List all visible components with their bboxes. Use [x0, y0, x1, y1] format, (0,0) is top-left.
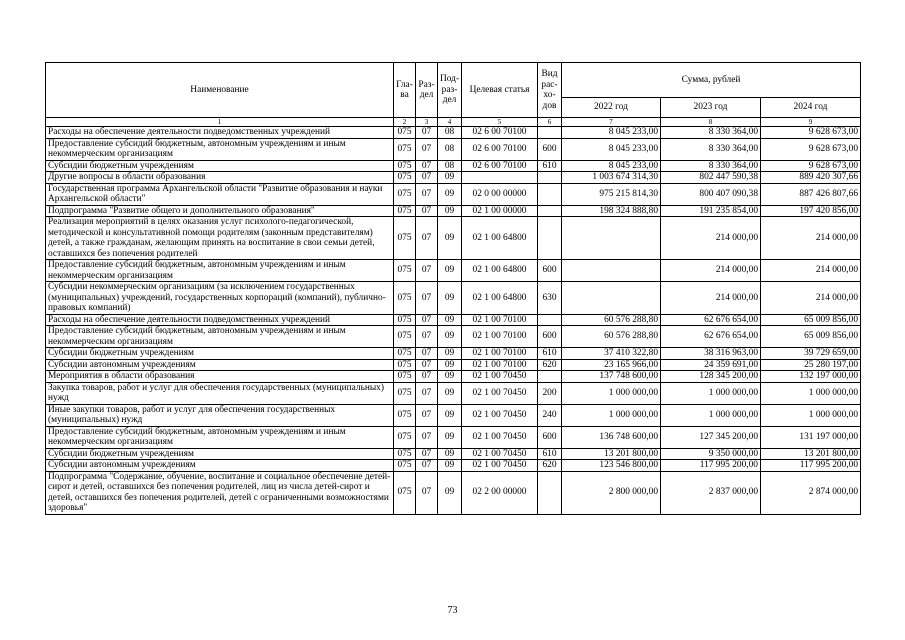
cell-glava: 075	[394, 183, 416, 205]
cell-2024: 25 280 197,00	[761, 359, 861, 371]
cell-glava: 075	[394, 260, 416, 282]
cell-glava: 075	[394, 359, 416, 371]
cell-razdel: 07	[416, 471, 438, 514]
table-row	[46, 160, 861, 172]
cell-2024: 9 628 673,00	[761, 138, 861, 160]
cell-vid	[538, 172, 562, 184]
cell-podrazdel: 09	[438, 471, 462, 514]
cell-razdel: 07	[416, 404, 438, 426]
cell-2022: 137 748 600,00	[562, 371, 661, 383]
cell-podrazdel: 09	[438, 359, 462, 371]
cell-2023: 62 676 654,00	[661, 326, 761, 348]
table-row	[46, 326, 861, 348]
cell-vid: 240	[538, 404, 562, 426]
table-row	[46, 314, 861, 326]
cell-statya: 02 1 00 70450	[462, 426, 538, 448]
cell-name: Государственная программа Архангельской области "Развитие образования и науки Архангельской области"	[46, 183, 394, 205]
cell-2022: 1 000 000,00	[562, 404, 661, 426]
cell-vid: 610	[538, 160, 562, 172]
cell-2022: 8 045 233,00	[562, 160, 661, 172]
cell-podrazdel: 09	[438, 172, 462, 184]
header-year-2022: 2022 год	[562, 98, 661, 118]
cell-vid	[538, 127, 562, 139]
column-index: 1	[46, 118, 394, 127]
header-name: Наименование	[46, 63, 394, 118]
table-row	[46, 371, 861, 383]
cell-2024: 9 628 673,00	[761, 160, 861, 172]
cell-name: Расходы на обеспечение деятельности подведомственных учреждений	[46, 127, 394, 139]
cell-2022: 975 215 814,30	[562, 183, 661, 205]
cell-vid: 610	[538, 348, 562, 360]
column-index: 8	[661, 118, 761, 127]
cell-razdel: 07	[416, 460, 438, 472]
cell-2023: 1 000 000,00	[661, 404, 761, 426]
cell-statya: 02 1 00 70450	[462, 371, 538, 383]
cell-statya: 02 1 00 70450	[462, 404, 538, 426]
cell-razdel: 07	[416, 426, 438, 448]
cell-vid: 600	[538, 260, 562, 282]
cell-2023: 117 995 200,00	[661, 460, 761, 472]
table-row	[46, 359, 861, 371]
header-statya: Целевая статья	[462, 63, 538, 118]
cell-podrazdel: 09	[438, 404, 462, 426]
cell-2022: 23 165 966,00	[562, 359, 661, 371]
table-row	[46, 426, 861, 448]
header-vid: Вид рас-хо-дов	[538, 63, 562, 118]
cell-vid: 610	[538, 448, 562, 460]
cell-2023: 214 000,00	[661, 282, 761, 315]
cell-2022: 8 045 233,00	[562, 138, 661, 160]
cell-vid: 600	[538, 138, 562, 160]
cell-statya: 02 1 00 64800	[462, 217, 538, 260]
cell-razdel: 07	[416, 260, 438, 282]
cell-glava: 075	[394, 217, 416, 260]
cell-name: Предоставление субсидий бюджетным, автономным учреждениям и иным некоммерческим организациям	[46, 260, 394, 282]
cell-razdel: 07	[416, 138, 438, 160]
cell-name: Субсидии автономным учреждениям	[46, 359, 394, 371]
cell-podrazdel: 09	[438, 371, 462, 383]
cell-statya: 02 0 00 00000	[462, 183, 538, 205]
table-row	[46, 382, 861, 404]
cell-2022: 60 576 288,80	[562, 314, 661, 326]
cell-statya: 02 1 00 70450	[462, 382, 538, 404]
cell-podrazdel: 09	[438, 460, 462, 472]
cell-vid	[538, 205, 562, 217]
table-row	[46, 348, 861, 360]
cell-vid	[538, 183, 562, 205]
cell-glava: 075	[394, 460, 416, 472]
cell-razdel: 07	[416, 371, 438, 383]
cell-2023: 38 316 963,00	[661, 348, 761, 360]
cell-glava: 075	[394, 326, 416, 348]
cell-podrazdel: 09	[438, 217, 462, 260]
cell-2023: 800 407 090,38	[661, 183, 761, 205]
cell-podrazdel: 08	[438, 127, 462, 139]
cell-2022: 198 324 888,80	[562, 205, 661, 217]
cell-2024: 65 009 856,00	[761, 314, 861, 326]
cell-razdel: 07	[416, 160, 438, 172]
cell-glava: 075	[394, 426, 416, 448]
cell-razdel: 07	[416, 448, 438, 460]
cell-glava: 075	[394, 382, 416, 404]
header-razdel: Раз-дел	[416, 63, 438, 118]
cell-2024: 1 000 000,00	[761, 382, 861, 404]
header-glava: Гла-ва	[394, 63, 416, 118]
cell-2023: 24 359 691,00	[661, 359, 761, 371]
budget-sheet	[45, 62, 860, 515]
cell-statya: 02 1 00 64800	[462, 282, 538, 315]
cell-2023: 8 330 364,00	[661, 160, 761, 172]
cell-razdel: 07	[416, 127, 438, 139]
cell-name: Субсидии бюджетным учреждениям	[46, 448, 394, 460]
cell-statya: 02 6 00 70100	[462, 138, 538, 160]
cell-name: Мероприятия в области образования	[46, 371, 394, 383]
cell-2022: 2 800 000,00	[562, 471, 661, 514]
cell-vid	[538, 314, 562, 326]
table-row	[46, 205, 861, 217]
cell-2022: 8 045 233,00	[562, 127, 661, 139]
cell-razdel: 07	[416, 282, 438, 315]
cell-glava: 075	[394, 471, 416, 514]
cell-2023: 9 350 000,00	[661, 448, 761, 460]
cell-2024: 117 995 200,00	[761, 460, 861, 472]
cell-razdel: 07	[416, 205, 438, 217]
cell-2023: 1 000 000,00	[661, 382, 761, 404]
cell-glava: 075	[394, 348, 416, 360]
cell-vid	[538, 371, 562, 383]
table-row	[46, 138, 861, 160]
cell-podrazdel: 09	[438, 326, 462, 348]
table-row	[46, 460, 861, 472]
cell-2023: 2 837 000,00	[661, 471, 761, 514]
header-year-2023: 2023 год	[661, 98, 761, 118]
cell-statya: 02 1 00 70450	[462, 448, 538, 460]
cell-name: Субсидии некоммерческим организациям (за исключением государственных (муниципальных) учреждений, государственных корпораций (компаний), публично-правовых компаний)	[46, 282, 394, 315]
cell-2023: 214 000,00	[661, 260, 761, 282]
cell-podrazdel: 09	[438, 205, 462, 217]
table-row	[46, 127, 861, 139]
cell-vid: 600	[538, 426, 562, 448]
cell-vid	[538, 217, 562, 260]
cell-2024: 2 874 000,00	[761, 471, 861, 514]
cell-2023: 214 000,00	[661, 217, 761, 260]
cell-2023: 128 345 200,00	[661, 371, 761, 383]
cell-statya: 02 1 00 70100	[462, 348, 538, 360]
cell-2024: 214 000,00	[761, 260, 861, 282]
table-row	[46, 448, 861, 460]
header-summa: Сумма, рублей	[562, 63, 861, 98]
header-year-2024: 2024 год	[761, 98, 861, 118]
column-index: 9	[761, 118, 861, 127]
cell-2024: 13 201 800,00	[761, 448, 861, 460]
cell-vid: 620	[538, 359, 562, 371]
cell-2022: 136 748 600,00	[562, 426, 661, 448]
page-number: 73	[447, 605, 458, 616]
cell-glava: 075	[394, 314, 416, 326]
cell-2022	[562, 260, 661, 282]
cell-2024: 1 000 000,00	[761, 404, 861, 426]
cell-statya: 02 2 00 00000	[462, 471, 538, 514]
cell-2022: 123 546 800,00	[562, 460, 661, 472]
cell-glava: 075	[394, 404, 416, 426]
cell-podrazdel: 09	[438, 314, 462, 326]
cell-2024: 65 009 856,00	[761, 326, 861, 348]
cell-vid: 600	[538, 326, 562, 348]
cell-2022	[562, 217, 661, 260]
cell-2024: 131 197 000,00	[761, 426, 861, 448]
table-row	[46, 217, 861, 260]
cell-2024: 889 420 307,66	[761, 172, 861, 184]
column-index: 6	[538, 118, 562, 127]
cell-name: Предоставление субсидий бюджетным, автономным учреждениям и иным некоммерческим организациям	[46, 138, 394, 160]
column-index: 2	[394, 118, 416, 127]
cell-podrazdel: 08	[438, 138, 462, 160]
cell-podrazdel: 09	[438, 448, 462, 460]
cell-glava: 075	[394, 138, 416, 160]
column-index: 7	[562, 118, 661, 127]
cell-name: Подпрограмма "Содержание, обучение, воспитание и социальное обеспечение детей-сирот и детей, оставшихся без попечения родителей, лиц из числа детей-сирот и детей, оставшихся без попечения родителей, детей с ограниченными возможностями здоровья"	[46, 471, 394, 514]
cell-2023: 127 345 200,00	[661, 426, 761, 448]
cell-statya: 02 6 00 70100	[462, 127, 538, 139]
table-row	[46, 260, 861, 282]
cell-2024: 197 420 856,00	[761, 205, 861, 217]
column-index: 5	[462, 118, 538, 127]
cell-2022	[562, 282, 661, 315]
cell-2022: 37 410 322,80	[562, 348, 661, 360]
cell-2023: 8 330 364,00	[661, 138, 761, 160]
cell-glava: 075	[394, 172, 416, 184]
cell-razdel: 07	[416, 217, 438, 260]
cell-razdel: 07	[416, 183, 438, 205]
cell-2022: 1 003 674 314,30	[562, 172, 661, 184]
cell-statya: 02 1 00 70100	[462, 314, 538, 326]
table-row	[46, 471, 861, 514]
cell-razdel: 07	[416, 172, 438, 184]
cell-razdel: 07	[416, 314, 438, 326]
header-podrazdel: Под-раз-дел	[438, 63, 462, 118]
cell-razdel: 07	[416, 326, 438, 348]
cell-name: Субсидии автономным учреждениям	[46, 460, 394, 472]
column-index: 3	[416, 118, 438, 127]
cell-podrazdel: 09	[438, 426, 462, 448]
cell-vid: 630	[538, 282, 562, 315]
cell-name: Расходы на обеспечение деятельности подведомственных учреждений	[46, 314, 394, 326]
cell-name: Субсидии бюджетным учреждениям	[46, 348, 394, 360]
cell-podrazdel: 09	[438, 348, 462, 360]
cell-statya: 02 1 00 70100	[462, 359, 538, 371]
column-index: 4	[438, 118, 462, 127]
cell-razdel: 07	[416, 359, 438, 371]
cell-2024: 214 000,00	[761, 217, 861, 260]
cell-2022: 60 576 288,80	[562, 326, 661, 348]
cell-statya: 02 1 00 70450	[462, 460, 538, 472]
table-row	[46, 282, 861, 315]
cell-name: Подпрограмма "Развитие общего и дополнительного образования"	[46, 205, 394, 217]
cell-2023: 62 676 654,00	[661, 314, 761, 326]
cell-name: Субсидии бюджетным учреждениям	[46, 160, 394, 172]
cell-name: Предоставление субсидий бюджетным, автономным учреждениям и иным некоммерческим организациям	[46, 426, 394, 448]
budget-table	[45, 62, 861, 515]
cell-2024: 9 628 673,00	[761, 127, 861, 139]
table-row	[46, 183, 861, 205]
cell-statya: 02 1 00 70100	[462, 326, 538, 348]
table-row	[46, 172, 861, 184]
cell-vid	[538, 471, 562, 514]
cell-razdel: 07	[416, 348, 438, 360]
cell-vid: 200	[538, 382, 562, 404]
cell-podrazdel: 09	[438, 260, 462, 282]
cell-razdel: 07	[416, 382, 438, 404]
cell-2022: 13 201 800,00	[562, 448, 661, 460]
cell-glava: 075	[394, 371, 416, 383]
cell-2023: 191 235 854,00	[661, 205, 761, 217]
cell-name: Реализация мероприятий в целях оказания услуг психолого-педагогической, методической и консультативной помощи родителям (законным представителям) детей, а также гражданам, желающим принять на воспитание в свои семьи детей, оставшихся без попечения родителей	[46, 217, 394, 260]
cell-statya: 02 1 00 00000	[462, 205, 538, 217]
table-row	[46, 404, 861, 426]
cell-glava: 075	[394, 127, 416, 139]
cell-2023: 8 330 364,00	[661, 127, 761, 139]
cell-glava: 075	[394, 160, 416, 172]
cell-name: Закупка товаров, работ и услуг для обеспечения государственных (муниципальных) нужд	[46, 382, 394, 404]
cell-2024: 132 197 000,00	[761, 371, 861, 383]
cell-statya	[462, 172, 538, 184]
cell-glava: 075	[394, 205, 416, 217]
cell-glava: 075	[394, 448, 416, 460]
cell-statya: 02 6 00 70100	[462, 160, 538, 172]
table-body	[46, 127, 861, 515]
cell-2024: 887 426 807,66	[761, 183, 861, 205]
cell-name: Предоставление субсидий бюджетным, автономным учреждениям и иным некоммерческим организациям	[46, 326, 394, 348]
cell-podrazdel: 09	[438, 282, 462, 315]
cell-podrazdel: 08	[438, 160, 462, 172]
cell-vid: 620	[538, 460, 562, 472]
cell-podrazdel: 09	[438, 183, 462, 205]
cell-2024: 39 729 659,00	[761, 348, 861, 360]
cell-podrazdel: 09	[438, 382, 462, 404]
cell-2023: 802 447 590,38	[661, 172, 761, 184]
cell-statya: 02 1 00 64800	[462, 260, 538, 282]
cell-name: Другие вопросы в области образования	[46, 172, 394, 184]
cell-2022: 1 000 000,00	[562, 382, 661, 404]
cell-name: Иные закупки товаров, работ и услуг для обеспечения государственных (муниципальных) нужд	[46, 404, 394, 426]
cell-glava: 075	[394, 282, 416, 315]
cell-2024: 214 000,00	[761, 282, 861, 315]
